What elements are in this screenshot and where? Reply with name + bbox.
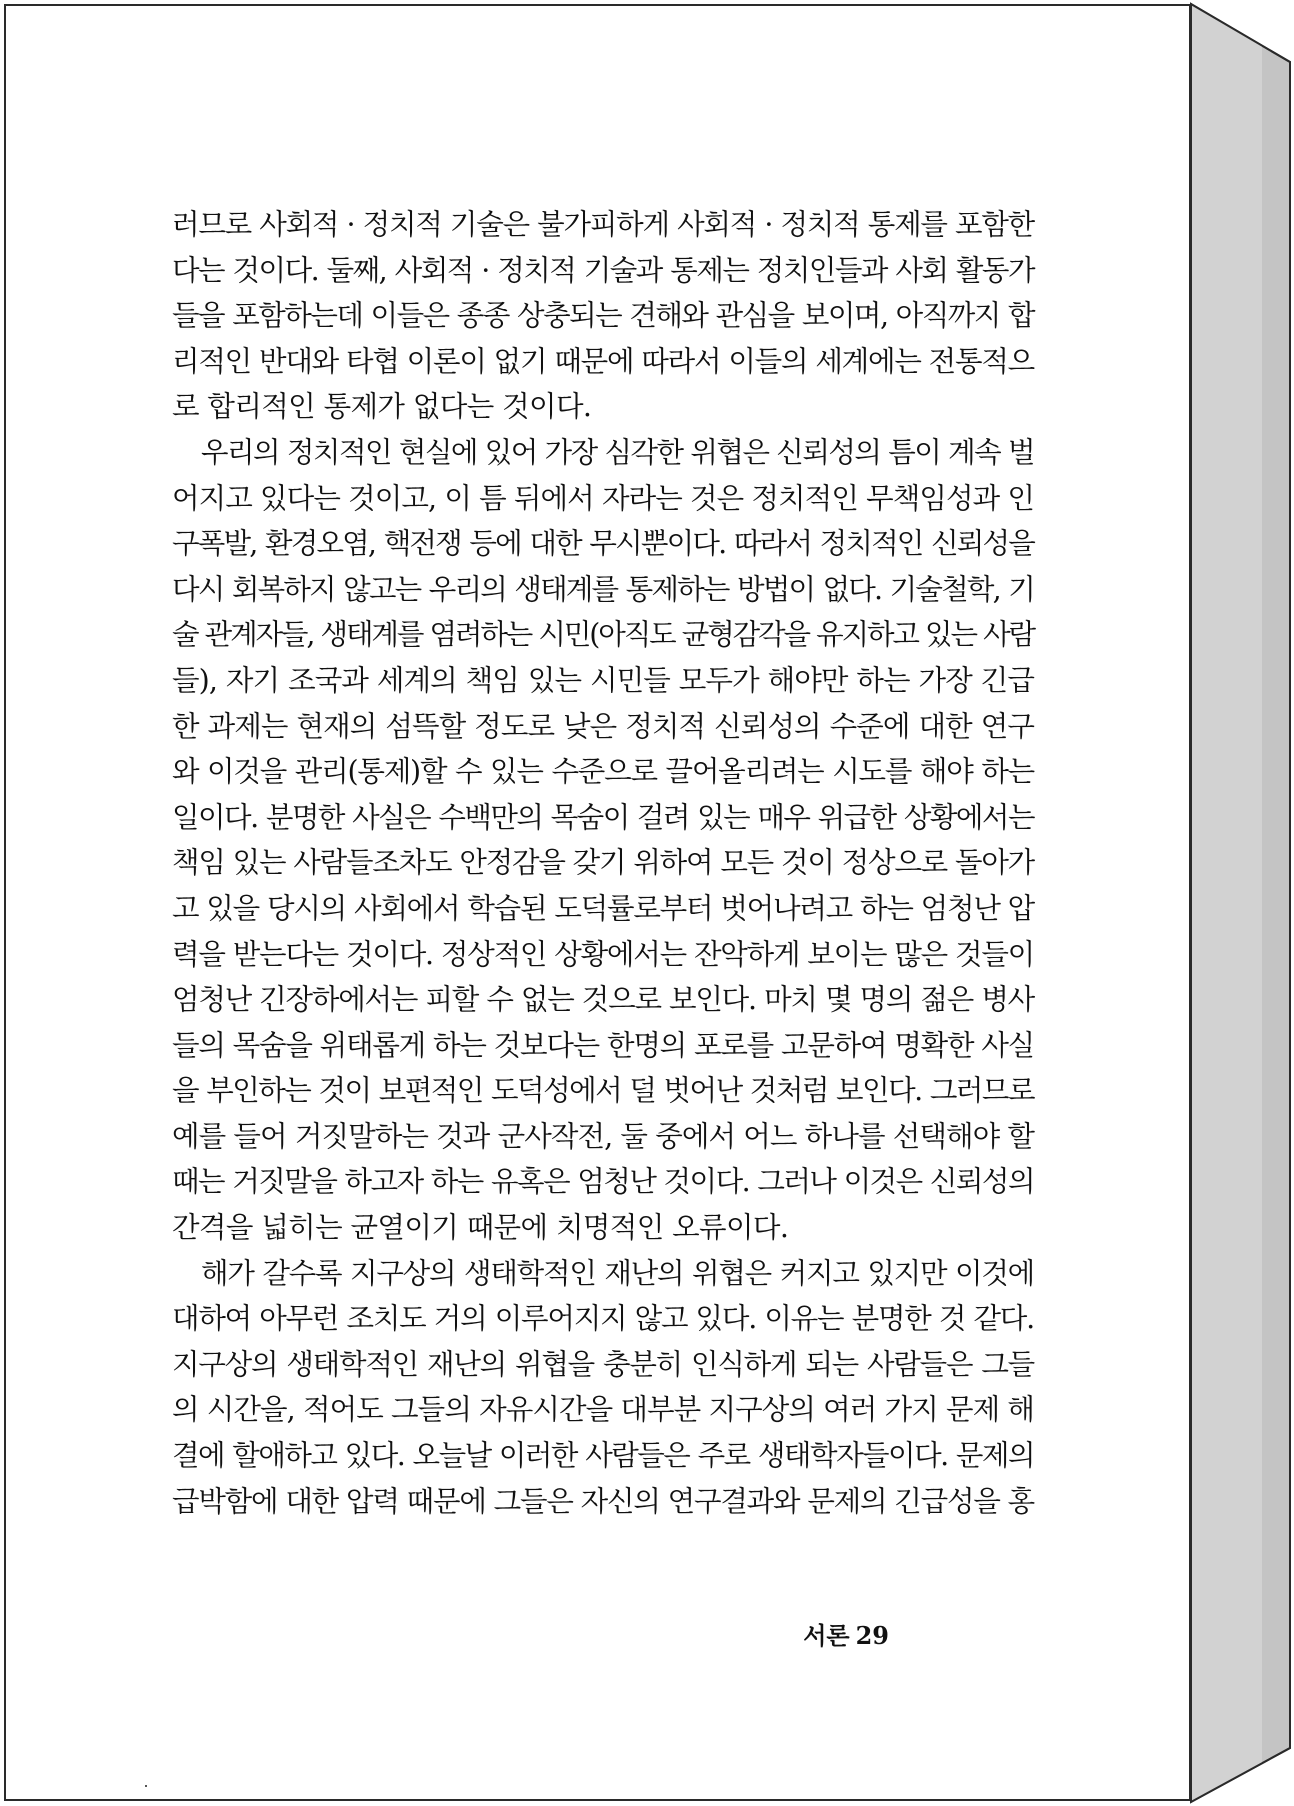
text-line: 다시 회복하지 않고는 우리의 생태계를 통제하는 방법이 없다. 기술철학, 기 (172, 572, 1034, 606)
text-line: 들을 포함하는데 이들은 종종 상충되는 견해와 관심을 보이며, 아직까지 합 (172, 299, 1034, 333)
text-line: 한 과제는 현재의 섬뜩할 정도로 낮은 정치적 신뢰성의 수준에 대한 연구 (172, 709, 1034, 743)
text-line: 술 관계자들, 생태계를 염려하는 시민(아직도 균형감각을 유지하고 있는 사람 (172, 618, 1034, 652)
text-line: 구폭발, 환경오염, 핵전쟁 등에 대한 무시뿐이다. 따라서 정치적인 신뢰성을 (172, 527, 1034, 561)
text-line: 들), 자기 조국과 세계의 책임 있는 시민들 모두가 해야만 하는 가장 긴급 (172, 663, 1034, 697)
text-line: 들의 목숨을 위태롭게 하는 것보다는 한명의 포로를 고문하여 명확한 사실 (172, 1028, 1034, 1062)
text-line: 우리의 정치적인 현실에 있어 가장 심각한 위협은 신뢰성의 틈이 계속 벌 (201, 435, 1034, 469)
text-line: 다는 것이다. 둘째, 사회적 · 정치적 기술과 통제는 정치인들과 사회 활동가 (172, 253, 1034, 287)
text-line: 급박함에 대한 압력 때문에 그들은 자신의 연구결과와 문제의 긴급성을 홍 (172, 1484, 1034, 1518)
text-line: 때는 거짓말을 하고자 하는 유혹은 엄청난 것이다. 그러나 이것은 신뢰성의 (172, 1165, 1034, 1199)
text-line: 와 이것을 관리(통제)할 수 있는 수준으로 끌어올리려는 시도를 해야 하는 (172, 755, 1034, 789)
section-title: 서론 (803, 1621, 850, 1650)
text-line: 지구상의 생태학적인 재난의 위협을 충분히 인식하게 되는 사람들은 그들 (172, 1347, 1034, 1381)
text-line: 해가 갈수록 지구상의 생태학적인 재난의 위협은 커지고 있지만 이것에 (201, 1256, 1034, 1290)
body-text (172, 202, 1034, 1524)
page-number: 29 (855, 1621, 889, 1650)
text-line: 로 합리적인 통제가 없다는 것이다. (172, 390, 592, 424)
text-line: 대하여 아무런 조치도 거의 이루어지지 않고 있다. 이유는 분명한 것 같다. (172, 1302, 1034, 1336)
text-line: 일이다. 분명한 사실은 수백만의 목숨이 걸려 있는 매우 위급한 상황에서는 (172, 800, 1034, 834)
text-line: 러므로 사회적 · 정치적 기술은 불가피하게 사회적 · 정치적 통제를 포함한 (172, 208, 1034, 241)
page-footer (797, 1616, 889, 1651)
text-line: 력을 받는다는 것이다. 정상적인 상황에서는 잔악하게 보이는 많은 것들이 (172, 937, 1034, 971)
text-line: 의 시간을, 적어도 그들의 자유시간을 대부분 지구상의 여러 가지 문제 해 (172, 1393, 1035, 1427)
text-line: 결에 할애하고 있다. 오늘날 이러한 사람들은 주로 생태학자들이다. 문제의 (172, 1439, 1034, 1473)
scan-speck (145, 1785, 147, 1787)
text-line: 어지고 있다는 것이고, 이 틈 뒤에서 자라는 것은 정치적인 무책임성과 인 (172, 481, 1035, 515)
book-page (4, 4, 1191, 1801)
text-line: 간격을 넓히는 균열이기 때문에 치명적인 오류이다. (172, 1211, 789, 1245)
text-line: 책임 있는 사람들조차도 안정감을 갖기 위하여 모든 것이 정상으로 돌아가 (172, 846, 1034, 880)
text-line: 예를 들어 거짓말하는 것과 군사작전, 둘 중에서 어느 하나를 선택해야 할 (172, 1119, 1035, 1153)
text-line: 고 있을 당시의 사회에서 학습된 도덕률로부터 벗어나려고 하는 엄청난 압 (172, 891, 1034, 925)
text-line: 을 부인하는 것이 보편적인 도덕성에서 덜 벗어난 것처럼 보인다. 그러므로 (172, 1074, 1034, 1108)
text-line: 엄청난 긴장하에서는 피할 수 없는 것으로 보인다. 마치 몇 명의 젊은 병사 (172, 983, 1034, 1017)
text-line: 리적인 반대와 타협 이론이 없기 때문에 따라서 이들의 세계에는 전통적으 (172, 344, 1034, 378)
